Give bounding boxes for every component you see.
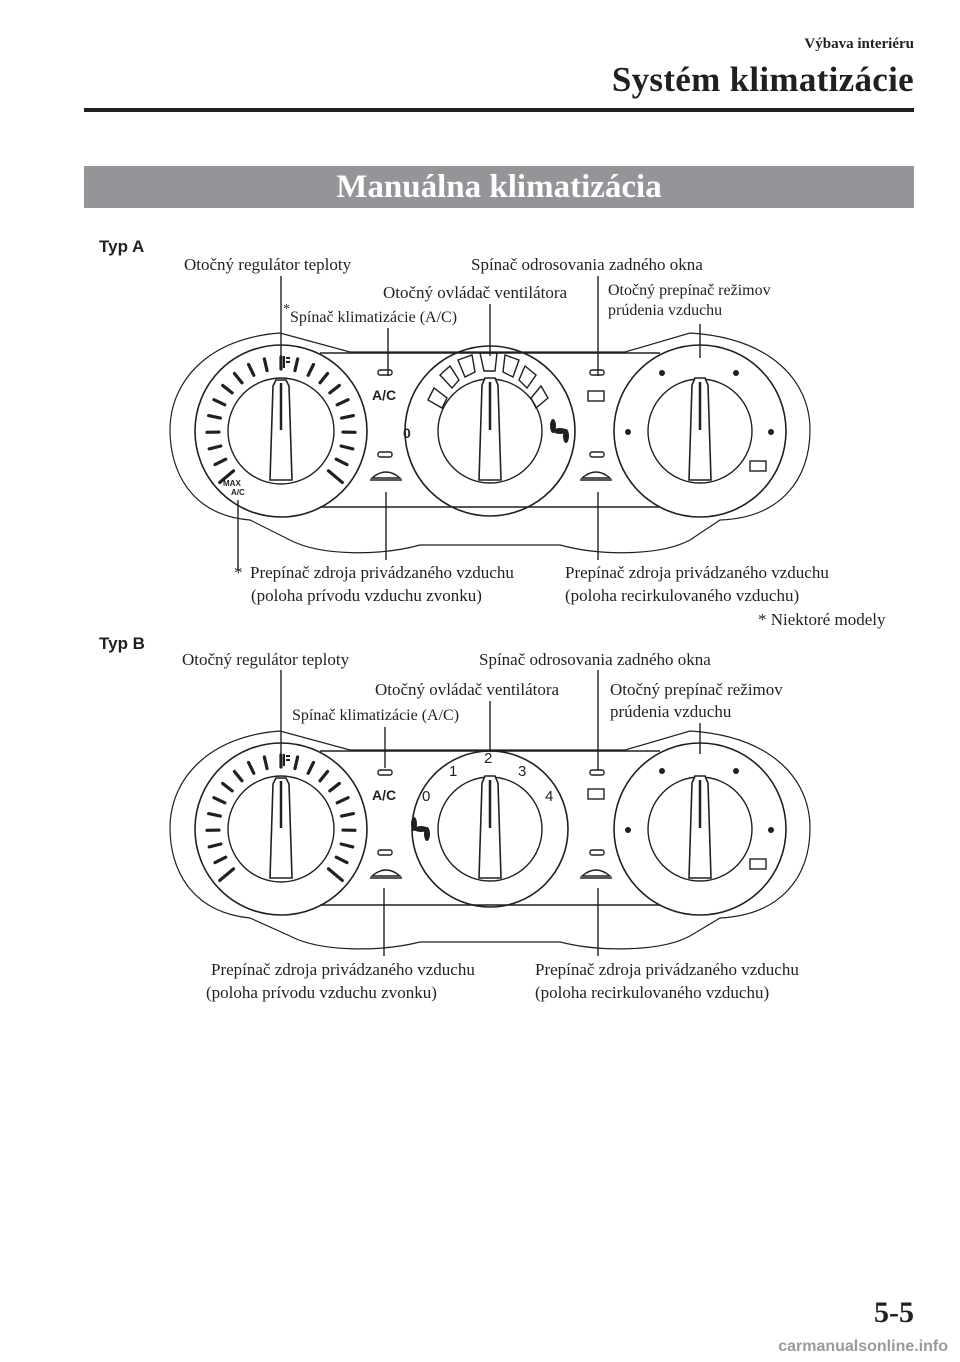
typ-a-ac-asterisk: * [283,302,290,317]
typ-b-ac-panel-text: A/C [372,787,397,803]
typ-b-recirc-label-1: Prepínač zdroja privádzaného vzduchu [535,960,799,979]
temp-scale-tick [336,857,347,862]
typ-a-ac-panel-text: A/C [372,387,397,403]
temp-scale-tick [215,857,226,862]
temp-scale-tick [214,798,225,803]
typ-a-fan-knob-label: Otočný ovládač ventilátora [383,283,568,302]
typ-a-temp-knob-label: Otočný regulátor teploty [184,255,352,274]
typ-b-label: Typ B [99,634,145,653]
typ-b-rear-defrost-label: Spínač odrosovania zadného okna [479,650,711,669]
temp-scale-tick [209,814,221,816]
temp-scale-tick [249,762,254,773]
typ-a-mode-knob-label-1: Otočný prepínač režimov [608,282,771,299]
temp-scale-tick [320,771,328,780]
typ-b-ac-switch-label: Spínač klimatizácie (A/C) [292,707,460,724]
thermometer-icon [284,754,290,766]
temp-scale-tick [295,757,298,769]
temp-scale-tick [328,869,342,881]
typ-a-recirc-label-1: Prepínač zdroja privádzaného vzduchu [565,563,829,582]
typ-a-recirc-label-2: (poloha recirkulovaného vzduchu) [565,586,800,605]
typ-a-fresh-label-2: (poloha prívodu vzduchu zvonku) [251,586,482,605]
temp-scale-tick [341,844,353,847]
typ-a-rear-defrost-label: Spínač odrosovania zadného okna [471,255,703,274]
typ-b-mode-knob-label-2: prúdenia vzduchu [610,702,732,721]
temp-scale-tick [220,869,234,881]
typ-a-fresh-label-1: Prepínač zdroja privádzaného vzduchu [250,563,514,582]
fan-icon [411,817,430,841]
section-name: Výbava interiéru [804,36,914,52]
page-title: Systém klimatizácie [611,60,914,99]
temp-scale-tick [223,783,232,790]
typ-b-fan-speed-4: 4 [545,788,554,805]
temp-scale-tick [234,771,242,780]
temp-scale-tick [308,762,313,773]
section-banner: Manuálna klimatizácia [84,166,914,208]
typ-a-fresh-asterisk: * [234,563,243,582]
typ-b-mode-knob-label-1: Otočný prepínač režimov [610,680,783,699]
typ-b-temp-knob-label: Otočný regulátor teploty [182,650,350,669]
typ-a-ac-switch-label: Spínač klimatizácie (A/C) [290,309,458,326]
temp-scale-tick [342,814,354,816]
typ-b-fan-speed-3: 3 [518,763,527,780]
typ-a-max-text: MAX [223,479,241,488]
typ-a-label: Typ A [99,237,145,256]
typ-b-fresh-label-2: (poloha prívodu vzduchu zvonku) [206,983,437,1002]
temp-scale-tick [337,798,348,803]
temp-scale-tick [330,783,339,790]
typ-a-mode-knob-label-2: prúdenia vzduchu [608,302,723,319]
typ-a-fan-zero-text: 0 [403,425,411,441]
typ-b-fan-speed-1: 1 [449,763,458,780]
typ-b-fan-speed-0: 0 [422,788,431,805]
temp-scale-tick [209,844,221,847]
typ-b-fan-knob-label: Otočný ovládač ventilátora [375,680,560,699]
typ-b-fresh-label-1: Prepínač zdroja privádzaného vzduchu [211,960,475,979]
typ-a-footnote: * Niektoré modely [758,610,886,629]
footer-watermark: carmanualsonline.info [778,1338,948,1355]
typ-b-fan-speed-2: 2 [484,750,493,767]
typ-a-max-ac-text: A/C [231,488,245,497]
typ-b-recirc-label-2: (poloha recirkulovaného vzduchu) [535,983,770,1002]
temp-scale-tick [264,757,267,769]
page-number: 5-5 [874,1296,914,1329]
